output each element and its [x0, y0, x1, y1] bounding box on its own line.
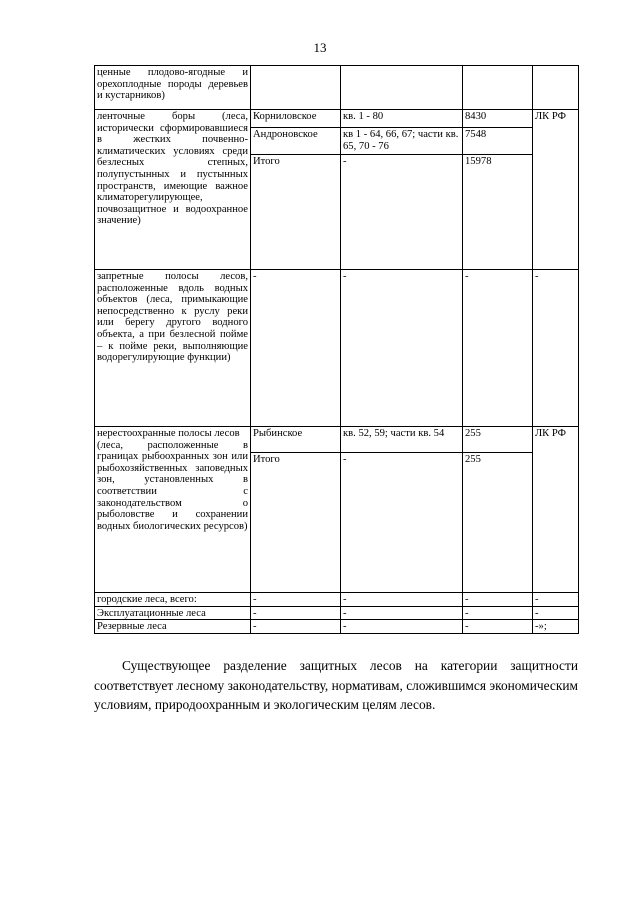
document-cell: ЛК РФ: [533, 427, 579, 593]
quarters-cell: -: [341, 606, 463, 620]
forestry-cell: Андроновское: [251, 128, 341, 155]
area-cell: 255: [463, 427, 533, 453]
quarters-cell: [341, 66, 463, 110]
quarters-cell: -: [341, 620, 463, 634]
forestry-cell: Рыбинское: [251, 427, 341, 453]
category-cell: запретные полосы лесов, расположенные вдоль водных объектов (леса, примыкающие непосредственно к руслу реки или берегу другого водного объекта, а при безлесной пойме – к пойме реки, выполняющие водорегулирующие функции): [95, 270, 251, 427]
category-title: нерестоохранные полосы лесов: [97, 428, 240, 439]
body-paragraph: Существующее разделение защитных лесов на категории защитности соответствует лесному законодательству, нормативам, сложившимся экономическим условиям, природоохранным и экологическим целям лесов.: [94, 658, 578, 713]
area-cell: 255: [463, 453, 533, 593]
quarters-cell: -: [341, 155, 463, 270]
table-row: [95, 110, 579, 128]
document-cell: -: [533, 270, 579, 427]
category-cell: [95, 427, 251, 593]
document-cell: -: [533, 606, 579, 620]
forestry-cell: -: [251, 620, 341, 634]
area-cell: 8430: [463, 110, 533, 128]
quarters-cell: -: [341, 593, 463, 607]
page-number: 13: [313, 40, 327, 55]
area-cell: -: [463, 620, 533, 634]
area-cell: [463, 66, 533, 110]
category-description: (леса, расположенные в границах рыбоохранных зон или рыбохозяйственных заповедных зон, установленных в соответствии с законодательством о рыболовстве и сохранении водных биологических ресурсов): [97, 439, 248, 532]
category-cell: Эксплуатационные леса: [95, 606, 251, 620]
forestry-cell: [251, 66, 341, 110]
forestry-cell: -: [251, 606, 341, 620]
quarters-cell: -: [341, 270, 463, 427]
table-row: [95, 593, 579, 607]
area-cell: 15978: [463, 155, 533, 270]
table-row: [95, 427, 579, 453]
document-cell: -»;: [533, 620, 579, 634]
forest-categories-table: [94, 65, 579, 634]
quarters-cell: кв. 1 - 80: [341, 110, 463, 128]
category-cell: ценные плодово-ягодные и орехоплодные породы деревьев и кустарников): [95, 66, 251, 110]
document-cell: ЛК РФ: [533, 110, 579, 270]
category-cell: городские леса, всего:: [95, 593, 251, 607]
quarters-cell: кв. 52, 59; части кв. 54: [341, 427, 463, 453]
forestry-cell: -: [251, 593, 341, 607]
forestry-cell: Итого: [251, 155, 341, 270]
quarters-cell: кв 1 - 64, 66, 67; части кв. 65, 70 - 76: [341, 128, 463, 155]
document-cell: [533, 66, 579, 110]
category-cell: ленточные боры (леса, исторически сформировавшиеся в жестких почвенно-климатических условиях среди безлесных степных, полупустынных и пустынных пространств, имеющие важное климаторегулирующее, почвозащитное и водоохранное значение): [95, 110, 251, 270]
forestry-cell: -: [251, 270, 341, 427]
document-cell: -: [533, 593, 579, 607]
area-cell: -: [463, 606, 533, 620]
forestry-cell: Итого: [251, 453, 341, 593]
table-row: [95, 620, 579, 634]
forestry-cell: Корниловское: [251, 110, 341, 128]
area-cell: -: [463, 270, 533, 427]
quarters-cell: -: [341, 453, 463, 593]
table-row: [95, 66, 579, 110]
area-cell: 7548: [463, 128, 533, 155]
category-cell: Резервные леса: [95, 620, 251, 634]
table-row: [95, 606, 579, 620]
area-cell: -: [463, 593, 533, 607]
table-row: [95, 270, 579, 427]
